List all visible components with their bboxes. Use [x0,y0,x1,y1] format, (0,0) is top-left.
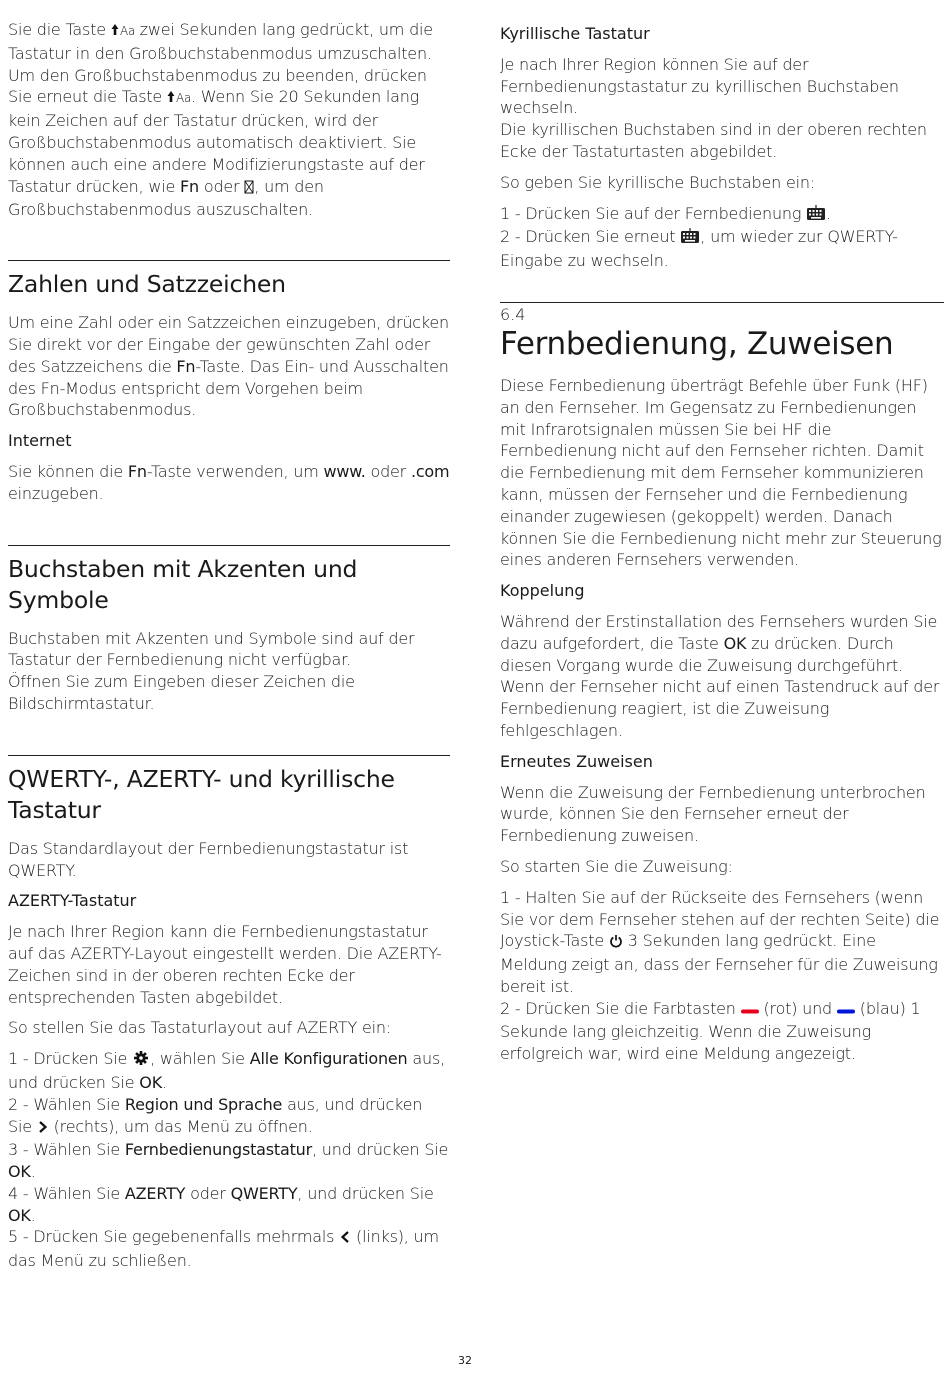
azerty-paragraph: Je nach Ihrer Region kann die Fernbedienungstastatur auf das AZERTY-Layout eingestellt werden. Die AZERTY-Zeichen sind in der oberen rechten Ecke der entsprechenden Tasten abgebildet. [8,922,442,1007]
zahlen-paragraph: Um eine Zahl oder ein Satzzeichen einzugeben, drücken Sie direkt vor der Eingabe der gewünschten Zahl oder des Satzzeichens die Fn-Taste. Das Ein- und Ausschalten des Fn-Modus entspricht dem Vorgehen beim Großbuchstabenmodus. [8,313,449,420]
list-item: 5 - Drücken Sie gegebenenfalls mehrmals (links), um das Menü zu schließen. [8,1227,439,1271]
section-title-qwerty: QWERTY-, AZERTY- und kyrillische Tastatur [8,764,395,824]
list-item: 1 - Drücken Sie auf der Fernbedienung . [500,203,944,227]
kyr-intro: So geben Sie kyrillische Buchstaben ein: [500,172,815,192]
fb-paragraph: Diese Fernbedienung überträgt Befehle über Funk (HF) an den Fernseher. Im Gegensatz zu Fernbedienungen mit Infrarotsignalen müssen Sie bei HF die Fernbedienung nicht auf den Fernseher richten. Damit die Fernbedienung mit dem Fernseher kommunizieren kann, müssen der Fernseher und die Fernbedienung einander zugewiesen (gekoppelt) werden. Danach können Sie die Fernbedienung nicht mehr zur Steuerung eines anderen Fernsehers verwenden. [500,375,942,570]
shift-aa-icon [167,88,191,110]
subheading-koppelung: Koppelung [500,581,585,601]
chevron-right-icon [37,1118,49,1140]
power-icon [609,932,623,954]
chapter-title: Fernbedienung, Zuweisen [500,325,894,362]
qwerty-paragraph: Das Standardlayout der Fernbedienungstastatur ist QWERTY. [8,838,409,880]
subheading-kyrillisch: Kyrillische Tastatur [500,24,650,43]
internet-paragraph: Sie können die Fn-Taste verwenden, um www. oder .com einzugeben. [8,461,450,503]
section-title-akzente: Buchstaben mit Akzenten und Symbole [8,554,358,614]
erneut-paragraph: Wenn die Zuweisung der Fernbedienung unterbrochen wurde, können Sie den Fernseher erneut der Fernbedienung zuweisen. [500,782,926,846]
kyr-steps [500,203,944,272]
intro-paragraph-2: Um den Großbuchstabenmodus zu beenden, drücken Sie erneut die Taste Aa . Wenn Sie 20 Sekunden lang kein Zeichen auf der Tastatur drücken, wird der Großbuchstabenmodus automatisch deaktiviert. Sie können auch eine andere Modifizierungstaste auf der Tastatur drücken, wie Fn oder , um den Großbuchstabenmodus auszuschalten. [8,65,427,220]
zuweisen-steps [500,887,944,1065]
list-item: 3 - Wählen Sie Fernbedienungstastatur, und drücken Sie OK. [8,1140,449,1182]
page-number: 32 [458,1354,472,1367]
list-item: 2 - Drücken Sie erneut , um wieder zur QWERTY-Eingabe zu wechseln. [500,227,898,271]
keyboard-icon [680,228,700,250]
subheading-erneut: Erneutes Zuweisen [500,751,653,771]
azerty-steps [8,1048,450,1272]
blue-key-icon [837,1000,855,1022]
koppelung-paragraph: Während der Erstinstallation des Fernsehers wurden Sie dazu aufgefordert, die Taste OK zu drücken. Durch diesen Vorgang wurde die Zuweisung durchgeführt. Wenn der Fernseher nicht auf einen Tastendruck auf der Fernbedienung reagiert, ist die Zuweisung fehlgeschlagen. [500,611,940,740]
kyr-paragraph: Je nach Ihrer Region können Sie auf der Fernbedienungstastatur zu kyrillischen Buchstaben wechseln. Die kyrillischen Buchstaben sind in der oberen rechten Ecke der Tastaturtasten abgebildet. [500,54,927,161]
list-item: 4 - Wählen Sie AZERTY oder QWERTY, und drücken Sie OK. [8,1183,434,1225]
list-item: 1 - Drücken Sie , wählen Sie Alle Konfigurationen aus, und drücken Sie OK. [8,1049,445,1092]
intro-paragraph-1: Sie die Taste Aa zwei Sekunden lang gedrückt, um die Tastatur in den Großbuchstabenmodus umzuschalten. [8,20,433,63]
left-column [8,0,450,1272]
subheading-internet: Internet [8,431,72,451]
azerty-intro: So stellen Sie das Tastaturlayout auf AZERTY ein: [8,1018,391,1038]
fn-alt-icon [244,178,254,200]
list-item: 2 - Drücken Sie die Farbtasten (rot) und (blau) 1 Sekunde lang gleichzeitig. Wenn die Zuweisung erfolgreich war, wird eine Meldung angezeigt. [500,998,921,1064]
keyboard-icon [806,205,826,227]
list-item: 1 - Halten Sie auf der Rückseite des Fernsehers (wenn Sie vor dem Fernseher stehen auf der rechten Seite) die Joystick-Taste 3 Sekunden lang gedrückt. Eine Meldung zeigt an, dass der Fernseher für die Zuweisung bereit ist. [500,887,940,996]
svg-text:Aa: Aa [119,24,135,37]
svg-text:Aa: Aa [175,91,191,105]
right-column [500,0,944,1065]
list-item: 2 - Wählen Sie Region und Sprache aus, und drücken Sie (rechts), um das Menü zu öffnen. [8,1094,450,1140]
subheading-azerty: AZERTY-Tastatur [8,891,137,911]
red-key-icon [741,1000,759,1022]
erneut-intro: So starten Sie die Zuweisung: [500,856,733,876]
shift-aa-icon [111,21,135,43]
akzente-paragraph: Buchstaben mit Akzenten und Symbole sind auf der Tastatur der Fernbedienung nicht verfügbar. Öffnen Sie zum Eingeben dieser Zeichen die Bildschirmtastatur. [8,628,415,713]
chevron-left-icon [339,1228,351,1250]
gear-icon [132,1050,150,1072]
chapter-number: 6.4 [500,304,526,324]
section-title-zahlen: Zahlen und Satzzeichen [8,270,286,299]
